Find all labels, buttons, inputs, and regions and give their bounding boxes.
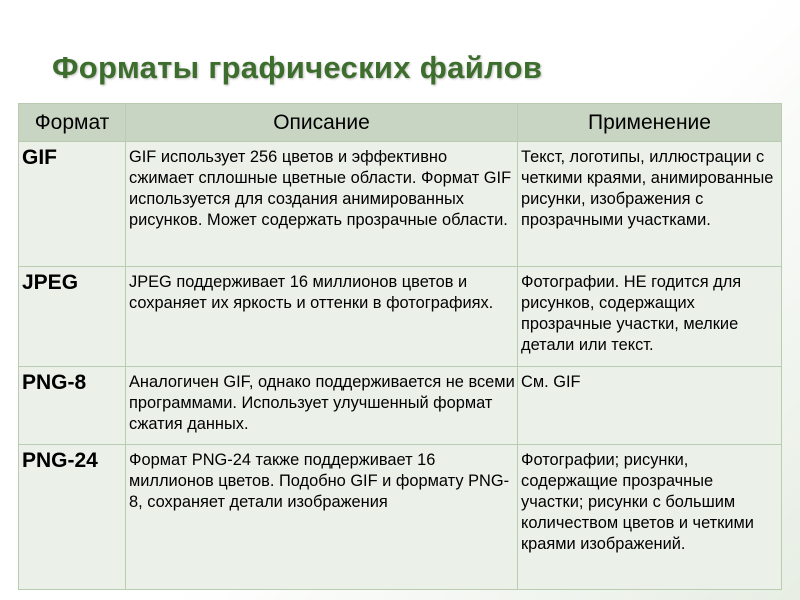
format-cell: PNG-8: [19, 367, 126, 445]
usage-cell: См. GIF: [518, 367, 782, 445]
usage-cell: Текст, логотипы, иллюстрации с четкими краями, анимированные рисунки, изображения с прозрачными участками.: [518, 142, 782, 267]
usage-cell: Фотографии. НЕ годится для рисунков, содержащих прозрачные участки, мелкие детали или текст.: [518, 267, 782, 367]
format-cell: JPEG: [19, 267, 126, 367]
table-header-row: [19, 104, 782, 142]
format-cell: PNG-24: [19, 445, 126, 590]
formats-table: [18, 103, 782, 590]
header-description: Описание: [126, 104, 518, 142]
table-row: [19, 142, 782, 267]
usage-cell: Фотографии; рисунки, содержащие прозрачные участки; рисунки с большим количеством цветов и четкими краями изображений.: [518, 445, 782, 590]
description-cell: Формат PNG-24 также поддерживает 16 миллионов цветов. Подобно GIF и формату PNG-8, сохраняет детали изображения: [126, 445, 518, 590]
description-cell: JPEG поддерживает 16 миллионов цветов и сохраняет их яркость и оттенки в фотографиях.: [126, 267, 518, 367]
header-format: Формат: [19, 104, 126, 142]
format-cell: GIF: [19, 142, 126, 267]
description-cell: GIF использует 256 цветов и эффективно сжимает сплошные цветные области. Формат GIF используется для создания анимированных рисунков. Может содержать прозрачные области.: [126, 142, 518, 267]
description-cell: Аналогичен GIF, однако поддерживается не всеми программами. Использует улучшенный формат сжатия данных.: [126, 367, 518, 445]
header-usage: Применение: [518, 104, 782, 142]
table-row: [19, 267, 782, 367]
table-row: [19, 367, 782, 445]
table-row: [19, 445, 782, 590]
slide-title: Форматы графических файлов: [52, 50, 543, 85]
